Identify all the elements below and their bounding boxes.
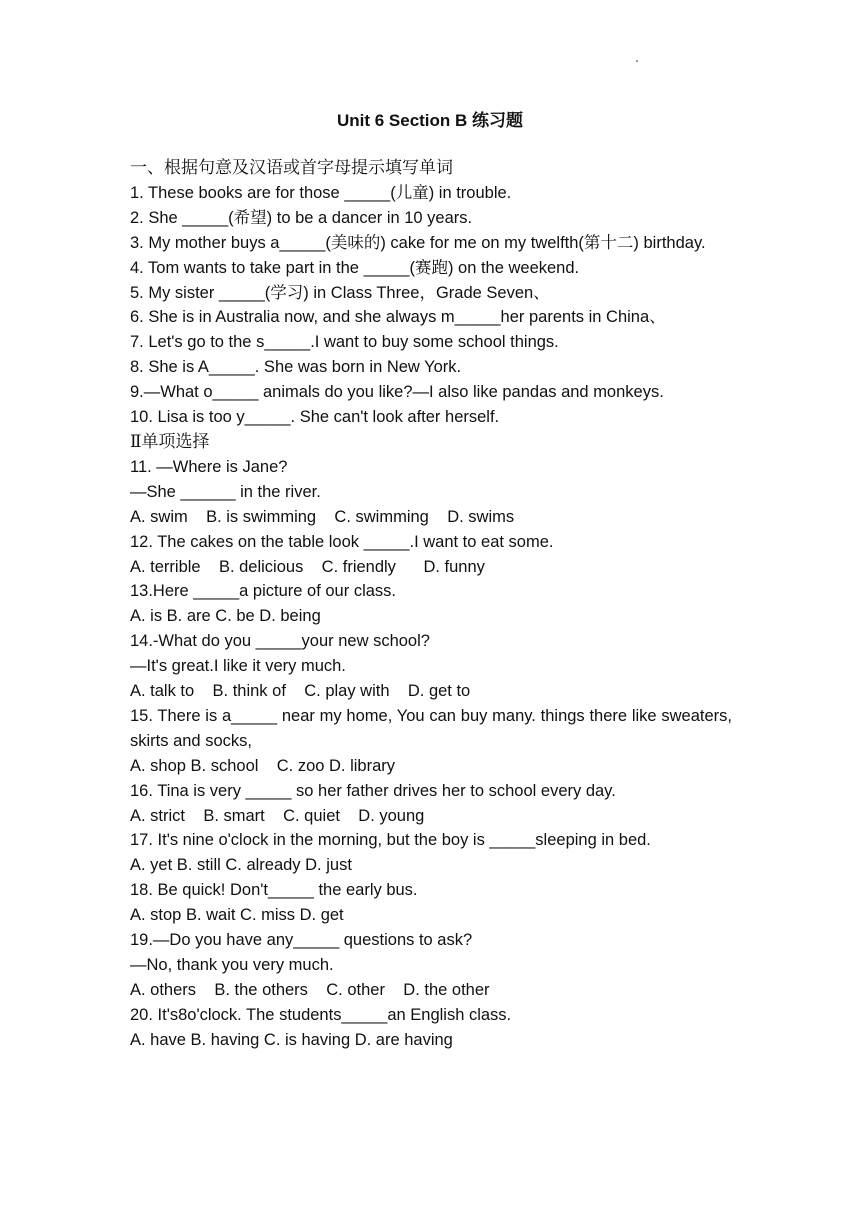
question-16-options: A. strict B. smart C. quiet D. young [130,806,425,825]
question-9: 9.—What o_____ animals do you like?—I also like pandas and monkeys. [130,383,664,402]
question-11-options: A. swim B. is swimming C. swimming D. swims [130,507,515,526]
question-14-dialogue: —It's great.I like it very much. [130,657,346,676]
question-7: 7. Let's go to the s_____.I want to buy some school things. [130,333,559,352]
question-11: 11. —Where is Jane? [130,457,288,476]
question-3: 3. My mother buys a_____(美味的) cake for me on my twelfth(第十二) birthday. [130,233,706,252]
question-11-dialogue: —She ______ in the river. [130,482,321,501]
question-15: 15. There is a_____ near my home, You can buy many. things there like sweaters, skirts and socks, [130,706,732,750]
question-19-options: A. others B. the others C. other D. the other [130,980,490,999]
question-5: 5. My sister _____(学习) in Class Three，Grade Seven、 [130,283,550,302]
question-6: 6. She is in Australia now, and she always m_____her parents in China、 [130,308,666,327]
question-19-dialogue: —No, thank you very much. [130,956,334,974]
question-13-options: A. is B. are C. be D. being [130,607,321,626]
section-heading-multiple-choice: Ⅱ单项选择 [130,431,210,452]
question-12: 12. The cakes on the table look _____.I want to eat some. [130,532,554,551]
question-20-options: A. have B. having C. is having D. are having [130,1030,453,1049]
question-15-options: A. shop B. school C. zoo D. library [130,756,396,775]
question-13: 13.Here _____a picture of our class. [130,582,396,601]
question-12-options: A. terrible B. delicious C. friendly D. funny [130,557,485,576]
question-18-options: A. stop B. wait C. miss D. get [130,906,344,925]
question-14: 14.-What do you _____your new school? [130,632,430,651]
question-17-options: A. yet B. still C. already D. just [130,856,352,875]
question-8: 8. She is A_____. She was born in New York. [130,358,462,377]
question-19: 19.—Do you have any_____ questions to ask? [130,931,473,950]
question-1: 1. These books are for those _____(儿童) in trouble. [130,183,512,202]
question-4: 4. Tom wants to take part in the _____(赛跑) on the weekend. [130,258,580,277]
section-heading-fill-in: 一、根据句意及汉语或首字母提示填写单词 [130,158,453,178]
question-10: 10. Lisa is too y_____. She can't look after herself. [130,408,500,427]
stray-dot [636,60,638,62]
question-16: 16. Tina is very _____ so her father drives her to school every day. [130,781,616,800]
question-14-options: A. talk to B. think of C. play with D. get to [130,682,471,701]
question-17: 17. It's nine o'clock in the morning, but the boy is _____sleeping in bed. [130,831,651,850]
question-20: 20. It's8o'clock. The students_____an English class. [130,1005,512,1024]
page-title: Unit 6 Section B 练习题 [336,111,524,130]
worksheet-body [130,156,732,1053]
question-2: 2. She _____(希望) to be a dancer in 10 years. [130,208,473,227]
question-18: 18. Be quick! Don't_____ the early bus. [130,881,418,900]
